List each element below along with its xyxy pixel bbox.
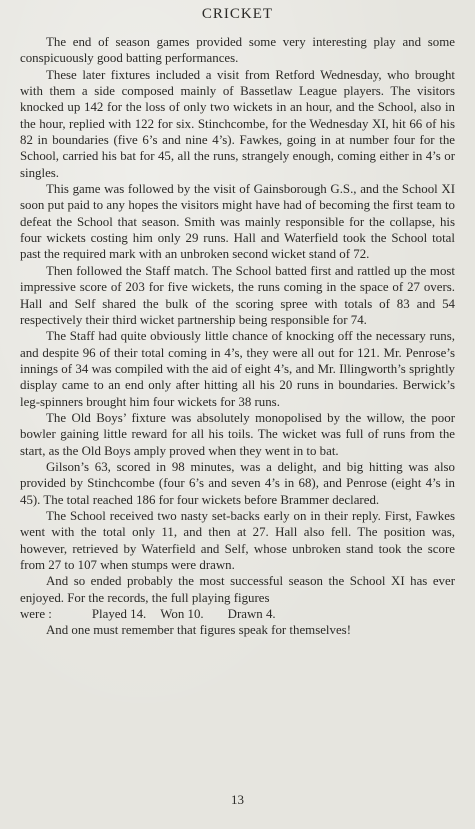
paragraph-retford: These later fixtures included a visit from Retford Wednesday, who brought with them a side composed mainly of Bassetlaw League players. The visitors knocked up 142 for the loss of only two wickets in an hour, and the School, also in the hour, replied with 122 for six. Stinchcombe, for the Wednesday XI, hit 66 of his 82 in boundaries (five 6’s and nine 4’s). Fawkes, going in at number four for the School, carried his bat for 45, all the runs, strangely enough, coming either in 4’s or singles. <box>20 67 455 180</box>
record-played: Played 14. <box>91 607 147 622</box>
paragraph-staff-innings: The Staff had quite obviously little chance of knocking off the necessary runs, and despite 96 of their total coming in 4’s, they were all out for 121. Mr. Penrose’s innings of 34 was compiled with the aid of eight 4’s, and Mr. Illingworth’s sprightly display came to an end only after hitting all his 20 runs in boundaries. Berwick’s leg-spinners brought him four wickets for 38 runs. <box>20 329 455 409</box>
article-body <box>20 34 455 639</box>
paragraph-closing: And one must remember that figures speak for themselves! <box>46 623 351 638</box>
paragraph-school-reply: The School received two nasty set-backs early on in their reply. First, Fawkes went with the total only 11, and then at 27. Hall also fell. The position was, however, retrieved by Waterfield and Self, whose unbroken stand took the score from 27 to 107 when stumps were drawn. <box>20 508 455 572</box>
record-drawn: Drawn 4. <box>227 607 276 622</box>
season-record <box>20 606 455 622</box>
paragraph-intro: The end of season games provided some very interesting play and some conspicuously good batting performances. <box>20 35 455 66</box>
paragraph-gainsborough: This game was followed by the visit of Gainsborough G.S., and the School XI soon put paid to any hopes the visitors might have had of becoming the first team to defeat the School that season. Smith was mainly responsible for the collapse, his four wickets costing him only 29 runs. Hall and Waterfield took the School total past the required mark with an unbroken second wicket stand of 72. <box>20 182 455 262</box>
page-title: CRICKET <box>201 6 274 22</box>
record-lead: were : <box>20 607 52 622</box>
page-number: 13 <box>231 792 244 807</box>
paragraph-staff-match: Then followed the Staff match. The School batted first and rattled up the most impressive score of 203 for five wickets, the runs coming in the space of 27 overs. Hall and Self shared the bulk of the scoring spree with totals of 83 and 54 respectively their third wicket partnership being responsible for 74. <box>20 263 455 327</box>
paragraph-season-summary: And so ended probably the most successful season the School XI has ever enjoyed. For the records, the full playing figures <box>20 574 455 605</box>
paragraph-old-boys: The Old Boys’ fixture was absolutely monopolised by the willow, the poor bowler gaining little reward for all his toils. The wicket was full of runs from the start, as the Old Boys amply proved when they went in to bat. <box>20 410 455 458</box>
paragraph-gilson: Gilson’s 63, scored in 98 minutes, was a delight, and big hitting was also provided by Stinchcombe (four 6’s and seven 4’s in 68), and Penrose (eight 4’s in 45). The total reached 186 for four wickets before Brammer declared. <box>20 459 455 507</box>
record-won: Won 10. <box>160 607 204 622</box>
